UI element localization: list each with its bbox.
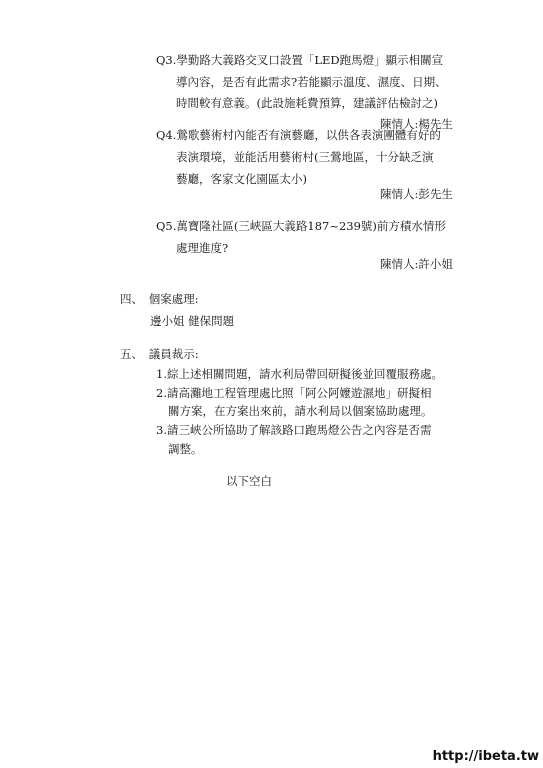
q3-line-3: 時間較有意義。(此設施耗費預算，建議評估檢討之) bbox=[176, 96, 438, 110]
section5-item-1: 1.綜上述相關問題，請水利局帶回研擬後並回覆服務處。 bbox=[156, 367, 443, 381]
q5-line-1: Q5.萬寶隆社區(三峽區大義路187~239號)前方積水情形 bbox=[156, 219, 446, 233]
section5-item-3: 3.請三峽公所協助了解該路口跑馬燈公告之內容是否需 bbox=[156, 423, 432, 437]
q5-line-2: 處理進度? bbox=[176, 241, 229, 255]
q4-line-2: 表演環境，並能活用藝術村(三鶯地區，十分缺乏演 bbox=[176, 150, 434, 164]
q4-line-1: Q4.鶯歌藝術村內能否有演藝廳，以供各表演團體有好的 bbox=[156, 128, 441, 142]
section5-item-2: 2.請高灘地工程管理處比照「阿公阿嬤遊濕地」研擬相 bbox=[156, 386, 432, 400]
section4-heading: 四、 個案處理: bbox=[120, 292, 199, 306]
q4-petitioner: 陳情人:彭先生 bbox=[380, 187, 453, 201]
q3-petitioner: 陳情人:楊先生 bbox=[380, 117, 453, 131]
q3-line-2: 導內容，是否有此需求?若能顯示溫度、濕度、日期、 bbox=[176, 75, 447, 89]
section5-item-3-cont: 調整。 bbox=[168, 442, 203, 456]
q5-petitioner: 陳情人:許小姐 bbox=[380, 257, 453, 271]
end-note: 以下空白 bbox=[226, 474, 272, 488]
section5-item-2-cont: 關方案，在方案出來前，請水利局以個案協助處理。 bbox=[168, 404, 433, 418]
q4-line-3: 藝廳，客家文化園區太小) bbox=[176, 172, 307, 186]
site-watermark: http://ibeta.tw bbox=[432, 749, 539, 764]
q3-line-1: Q3.學勤路大義路交叉口設置「LED跑馬燈」顯示相關宣 bbox=[156, 53, 444, 67]
section5-heading: 五、 議員裁示: bbox=[120, 347, 199, 361]
section4-body: 邊小姐 健保問題 bbox=[150, 314, 235, 328]
